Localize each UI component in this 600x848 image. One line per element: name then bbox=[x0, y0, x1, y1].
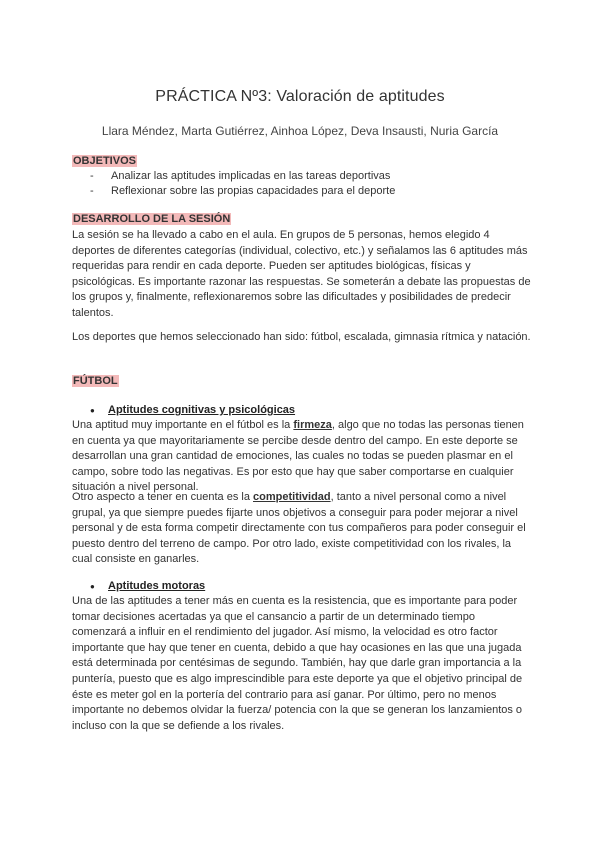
desarrollo-heading: DESARROLLO DE LA SESIÓN bbox=[73, 213, 231, 225]
list-item: - Analizar las aptitudes implicadas en las tareas deportivas bbox=[90, 170, 391, 182]
dash-bullet: - bbox=[90, 185, 94, 197]
desarrollo-paragraph-1: La sesión se ha llevado a cabo en el aula. En grupos de 5 personas, hemos elegido 4 deportes de diferentes categorías (individual, colectivo, etc.) y señalamos las 6 aptitudes más requeridas para rendir en cada deporte. Pueden ser aptitudes biológicas, físicas y psicológicas. Es importante razonar las respuestas. Se someterán a debate las propuestas de los grupos y, finalmente, reflexionaremos sobre las dificultades y posibilidades de predecir talentos. bbox=[72, 229, 531, 319]
futbol-paragraph-3: Una de las aptitudes a tener más en cuenta es la resistencia, que es importante para poder tomar decisiones acertadas ya que el cansancio a partir de un determinado tiempo comenzará a influir en el rendimiento del jugador. Así mismo, la velocidad es otro factor importante que hay que tener en cuenta, debido a que hay ocasiones en las que una jugada está determinada por centésimas de segundo. También, hay que darle gran importancia a la puntería, puesto que es algo imprescindible para este deporte ya que el objetivo principal de éste es meter gol en la portería del contrario para así ganar. Por último, pero no menos importante no debemos olvidar la fuerza/ potencia con la que se generan los lanzamientos o incluso con la que se defiende a los rivales. bbox=[72, 595, 523, 732]
subheading-motoras: ● Aptitudes motoras bbox=[90, 580, 206, 592]
dash-bullet: - bbox=[90, 170, 94, 182]
authors-line: Llara Méndez, Marta Gutiérrez, Ainhoa López, Deva Insausti, Nuria García bbox=[101, 124, 499, 138]
futbol-paragraph-2: Otro aspecto a tener en cuenta es la competitividad, tanto a nivel personal como a nivel grupal, ya que siempre puedes fijarte unos objetivos a conseguir para poder mejorar a nivel personal y de esta forma competir directamente con tus compañeros para poder conseguir el puesto dentro del terreno de campo. Por otro lado, existe competitividad con los rivales, la cual consiste en ganarles. bbox=[72, 491, 526, 566]
page-title: PRÁCTICA Nº3: Valoración de aptitudes bbox=[155, 88, 445, 105]
list-item: - Reflexionar sobre las propias capacidades para el deporte bbox=[90, 185, 396, 197]
bullet-dot-icon: ● bbox=[90, 405, 95, 415]
futbol-heading: FÚTBOL bbox=[73, 375, 118, 387]
futbol-paragraph-1: Una aptitud muy importante en el fútbol es la firmeza, algo que no todas las personas tienen en cuenta ya que mayoritariamente se percibe desde dentro del campo. En este deporte se desarrollan una gran cantidad de emociones, las cuales no todas se pueden plasmar en el campo, sobre todo las negativas. Es por esto que hay que saber comportarse en cualquier situación a nivel personal. bbox=[72, 419, 524, 494]
objetivos-heading: OBJETIVOS bbox=[73, 155, 136, 167]
subheading-cognitivas: ● Aptitudes cognitivas y psicológicas bbox=[90, 404, 296, 416]
objetivos-list bbox=[90, 169, 395, 199]
bullet-dot-icon: ● bbox=[90, 581, 95, 591]
desarrollo-paragraph-2: Los deportes que hemos seleccionado han sido: fútbol, escalada, gimnasia rítmica y natación. bbox=[72, 331, 531, 343]
